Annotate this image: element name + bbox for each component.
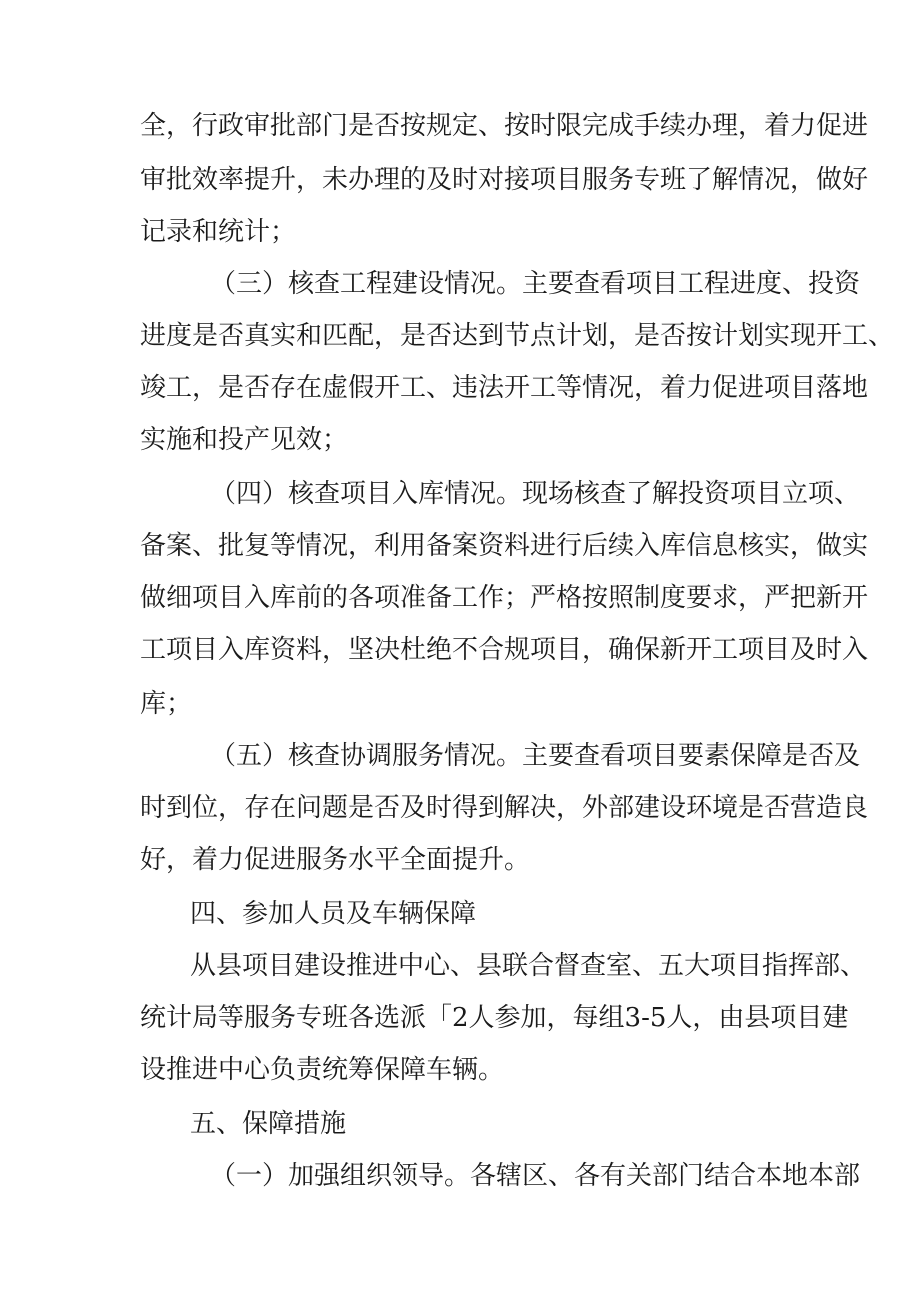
text-line: 全，行政审批部门是否按规定、按时限完成手续办理，着力促进 — [140, 111, 869, 141]
text-line: 设推进中心负责统筹保障车辆。 — [140, 1055, 505, 1085]
text-line: （五）核查协调服务情况。主要查看项目要素保障是否及 — [210, 741, 861, 771]
text-line: 好，着力促进服务水平全面提升。 — [140, 845, 531, 875]
text-line: 从县项目建设推进中心、县联合督查室、五大项目指挥部、 — [190, 951, 867, 981]
text-line: 竣工，是否存在虚假开工、违法开工等情况，着力促进项目落地 — [140, 373, 869, 403]
section-heading: 四、参加人员及车辆保障 — [190, 899, 477, 929]
text-line: 进度是否真实和匹配，是否达到节点计划，是否按计划实现开工、 — [140, 321, 895, 351]
text-line: 做细项目入库前的各项准备工作；严格按照制度要求，严把新开 — [140, 583, 869, 613]
section-heading: 五、保障措施 — [190, 1109, 347, 1139]
text-line: 审批效率提升，未办理的及时对接项目服务专班了解情况，做好 — [140, 165, 869, 195]
text-line: 工项目入库资料，坚决杜绝不合规项目，确保新开工项目及时入 — [140, 635, 869, 665]
text-line: 时到位，存在问题是否及时得到解决，外部建设环境是否营造良 — [140, 793, 869, 823]
text-line: 库； — [140, 689, 193, 719]
text-line: （三）核查工程建设情况。主要查看项目工程进度、投资 — [210, 269, 861, 299]
text-line: 统计局等服务专班各选派「2人参加，每组3-5人，由县项目建 — [140, 1003, 849, 1033]
text-line: （四）核查项目入库情况。现场核查了解投资项目立项、 — [210, 479, 861, 509]
text-line: 实施和投产见效； — [140, 425, 349, 455]
text-line: 备案、批复等情况，利用备案资料进行后续入库信息核实，做实 — [140, 531, 869, 561]
text-line: 记录和统计； — [140, 217, 297, 247]
text-line: （一）加强组织领导。各辖区、各有关部门结合本地本部 — [210, 1161, 861, 1191]
